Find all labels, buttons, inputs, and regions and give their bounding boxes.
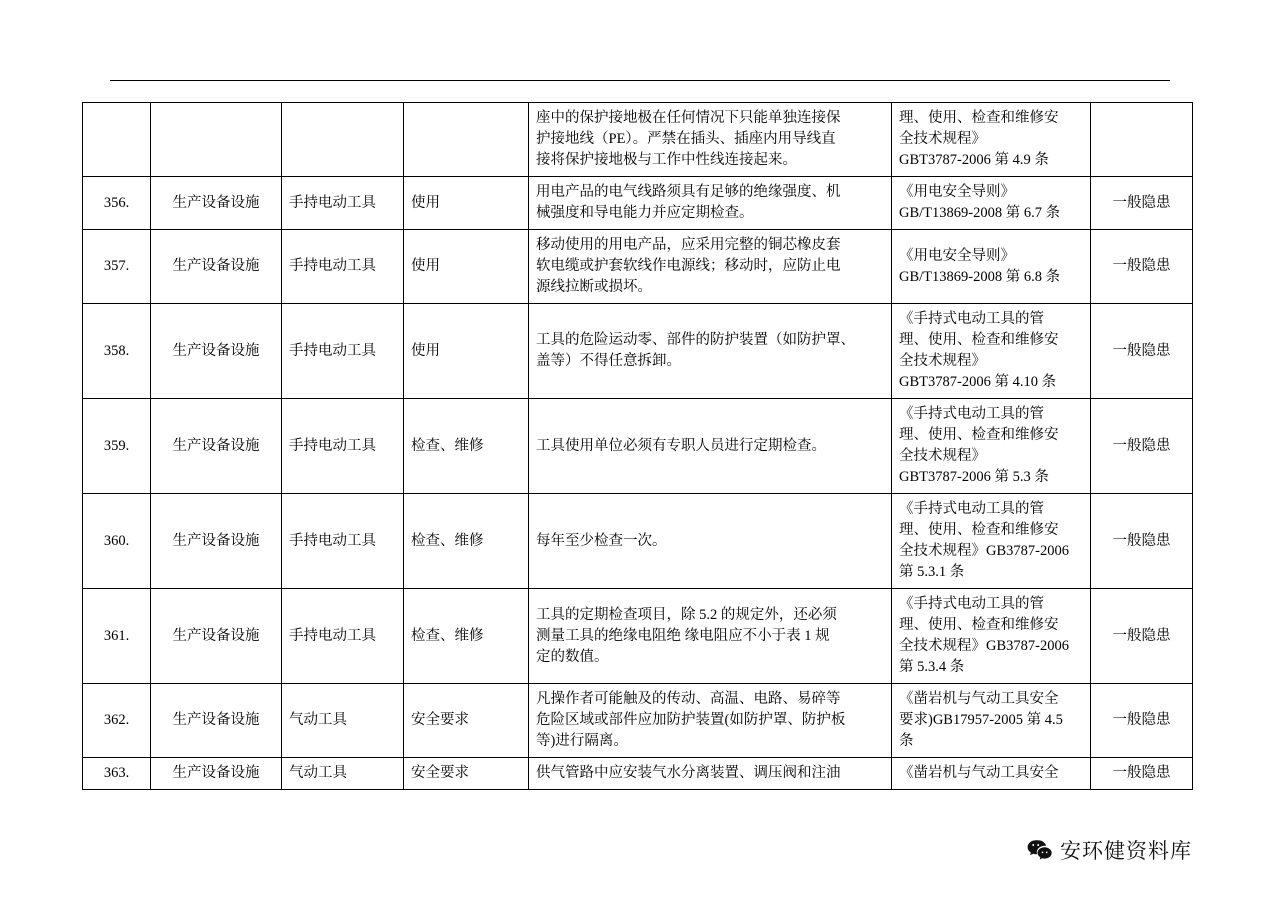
- reference-line: 要求)GB17957-2005 第 4.5: [899, 712, 1063, 729]
- description-line: 盖等）不得任意拆卸。: [536, 353, 681, 370]
- description-line: 每年至少检查一次。: [536, 532, 667, 549]
- cell-level: 一般隐患: [1091, 177, 1193, 230]
- cell-category: 生产设备设施: [151, 494, 282, 589]
- cell-reference: [892, 304, 1091, 399]
- cell-description: [529, 758, 892, 790]
- cell-category: 生产设备设施: [151, 304, 282, 399]
- cell-subcategory: 手持电动工具: [282, 304, 404, 399]
- cell-no: 358.: [83, 304, 151, 399]
- reference-line: 《手持式电动工具的管: [899, 501, 1044, 518]
- cell-subcategory: 气动工具: [282, 758, 404, 790]
- cell-reference: [892, 103, 1091, 177]
- cell-description: [529, 230, 892, 304]
- cell-subcategory: 手持电动工具: [282, 494, 404, 589]
- cell-category: 生产设备设施: [151, 684, 282, 758]
- reference-line: 《凿岩机与气动工具安全: [899, 765, 1059, 782]
- cell-level: 一般隐患: [1091, 589, 1193, 684]
- reference-line: 第 5.3.1 条: [899, 564, 965, 581]
- cell-activity: 使用: [404, 230, 529, 304]
- description-line: 座中的保护接地极在任何情况下只能单独连接保: [536, 110, 841, 126]
- table-row: [83, 177, 1193, 230]
- cell-reference: [892, 230, 1091, 304]
- cell-activity: 检查、维修: [404, 589, 529, 684]
- reference-line: 第 5.3.4 条: [899, 659, 965, 676]
- description-line: 用电产品的电气线路须具有足够的绝缘强度、机: [536, 184, 841, 201]
- cell-category: 生产设备设施: [151, 758, 282, 790]
- cell-category: 生产设备设施: [151, 399, 282, 494]
- cell-description: [529, 399, 892, 494]
- cell-subcategory: [282, 103, 404, 177]
- reference-line: 全技术规程》: [899, 353, 986, 370]
- table-row: [83, 304, 1193, 399]
- cell-reference: [892, 684, 1091, 758]
- cell-subcategory: 气动工具: [282, 684, 404, 758]
- cell-activity: 检查、维修: [404, 399, 529, 494]
- cell-activity: 使用: [404, 177, 529, 230]
- description-line: 定的数值。: [536, 648, 609, 665]
- cell-no: 360.: [83, 494, 151, 589]
- cell-category: [151, 103, 282, 177]
- description-line: 护接地线（PE）。严禁在插头、插座内用导线直: [536, 131, 836, 148]
- table-row: [83, 684, 1193, 758]
- cell-activity: [404, 103, 529, 177]
- reference-line: 《用电安全导则》: [899, 247, 1015, 264]
- cell-no: [83, 103, 151, 177]
- description-line: 移动使用的用电产品，应采用完整的铜芯橡皮套: [536, 237, 841, 254]
- table-row: [83, 758, 1193, 790]
- cell-category: 生产设备设施: [151, 589, 282, 684]
- reference-line: 《凿岩机与气动工具安全: [899, 691, 1059, 708]
- table-row: [83, 103, 1193, 177]
- cell-level: 一般隐患: [1091, 399, 1193, 494]
- reference-line: 《用电安全导则》: [899, 184, 1015, 201]
- cell-activity: 安全要求: [404, 758, 529, 790]
- cell-category: 生产设备设施: [151, 177, 282, 230]
- reference-line: 理、使用、检查和维修安: [899, 332, 1059, 349]
- reference-line: 理、使用、检查和维修安: [899, 110, 1059, 126]
- cell-subcategory: 手持电动工具: [282, 589, 404, 684]
- reference-line: 《手持式电动工具的管: [899, 311, 1044, 328]
- cell-description: [529, 494, 892, 589]
- reference-line: GBT3787-2006 第 4.10 条: [899, 374, 1057, 391]
- reference-line: 全技术规程》: [899, 448, 986, 465]
- cell-activity: 检查、维修: [404, 494, 529, 589]
- description-line: 凡操作者可能触及的传动、高温、电路、易碎等: [536, 691, 841, 708]
- reference-line: 条: [899, 733, 914, 750]
- table-row: [83, 494, 1193, 589]
- cell-subcategory: 手持电动工具: [282, 177, 404, 230]
- chat-bubble-icon: [1026, 837, 1052, 863]
- cell-description: [529, 304, 892, 399]
- cell-level: [1091, 103, 1193, 177]
- hazard-table: [82, 102, 1193, 790]
- table-row: [83, 589, 1193, 684]
- description-line: 测量工具的绝缘电阻绝 缘电阻应不小于表 1 规: [536, 627, 830, 644]
- cell-subcategory: 手持电动工具: [282, 230, 404, 304]
- cell-reference: [892, 494, 1091, 589]
- cell-description: [529, 684, 892, 758]
- cell-activity: 安全要求: [404, 684, 529, 758]
- description-line: 供气管路中应安装气水分离装置、调压阀和注油: [536, 765, 841, 782]
- description-line: 工具的定期检查项目，除 5.2 的规定外，还必须: [536, 606, 837, 623]
- cell-level: 一般隐患: [1091, 494, 1193, 589]
- reference-line: GB/T13869-2008 第 6.8 条: [899, 268, 1061, 285]
- reference-line: 全技术规程》GB3787-2006: [899, 638, 1069, 655]
- reference-line: GBT3787-2006 第 4.9 条: [899, 152, 1049, 169]
- reference-line: 全技术规程》: [899, 131, 986, 148]
- reference-line: 理、使用、检查和维修安: [899, 617, 1059, 634]
- cell-no: 359.: [83, 399, 151, 494]
- reference-line: 《手持式电动工具的管: [899, 406, 1044, 423]
- cell-no: 357.: [83, 230, 151, 304]
- reference-line: 理、使用、检查和维修安: [899, 427, 1059, 444]
- description-line: 危险区域或部件应加防护装置(如防护罩、防护板: [536, 712, 846, 729]
- cell-level: 一般隐患: [1091, 230, 1193, 304]
- cell-description: [529, 589, 892, 684]
- cell-no: 362.: [83, 684, 151, 758]
- reference-line: 全技术规程》GB3787-2006: [899, 543, 1069, 560]
- reference-line: 理、使用、检查和维修安: [899, 522, 1059, 539]
- cell-reference: [892, 399, 1091, 494]
- description-line: 接将保护接地极与工作中性线连接起来。: [536, 152, 797, 169]
- cell-description: [529, 177, 892, 230]
- description-line: 械强度和导电能力并应定期检查。: [536, 205, 754, 222]
- cell-no: 361.: [83, 589, 151, 684]
- header-rule: [110, 80, 1170, 81]
- cell-subcategory: 手持电动工具: [282, 399, 404, 494]
- table-row: [83, 230, 1193, 304]
- cell-no: 363.: [83, 758, 151, 790]
- description-line: 工具的危险运动零、部件的防护装置（如防护罩、: [536, 332, 855, 349]
- reference-line: GBT3787-2006 第 5.3 条: [899, 469, 1049, 486]
- description-line: 源线拉断或损坏。: [536, 279, 652, 296]
- cell-level: 一般隐患: [1091, 304, 1193, 399]
- footer-watermark: [1026, 835, 1192, 865]
- cell-reference: [892, 758, 1091, 790]
- cell-reference: [892, 177, 1091, 230]
- cell-activity: 使用: [404, 304, 529, 399]
- reference-line: 《手持式电动工具的管: [899, 596, 1044, 613]
- cell-level: 一般隐患: [1091, 758, 1193, 790]
- cell-no: 356.: [83, 177, 151, 230]
- description-line: 软电缆或护套软线作电源线；移动时，应防止电: [536, 258, 841, 275]
- cell-description: [529, 103, 892, 177]
- table-row: [83, 399, 1193, 494]
- cell-level: 一般隐患: [1091, 684, 1193, 758]
- cell-reference: [892, 589, 1091, 684]
- description-line: 等)进行隔离。: [536, 733, 628, 750]
- reference-line: GB/T13869-2008 第 6.7 条: [899, 205, 1061, 222]
- cell-category: 生产设备设施: [151, 230, 282, 304]
- watermark-label: 安环健资料库: [1060, 839, 1192, 863]
- description-line: 工具使用单位必须有专职人员进行定期检查。: [536, 437, 826, 454]
